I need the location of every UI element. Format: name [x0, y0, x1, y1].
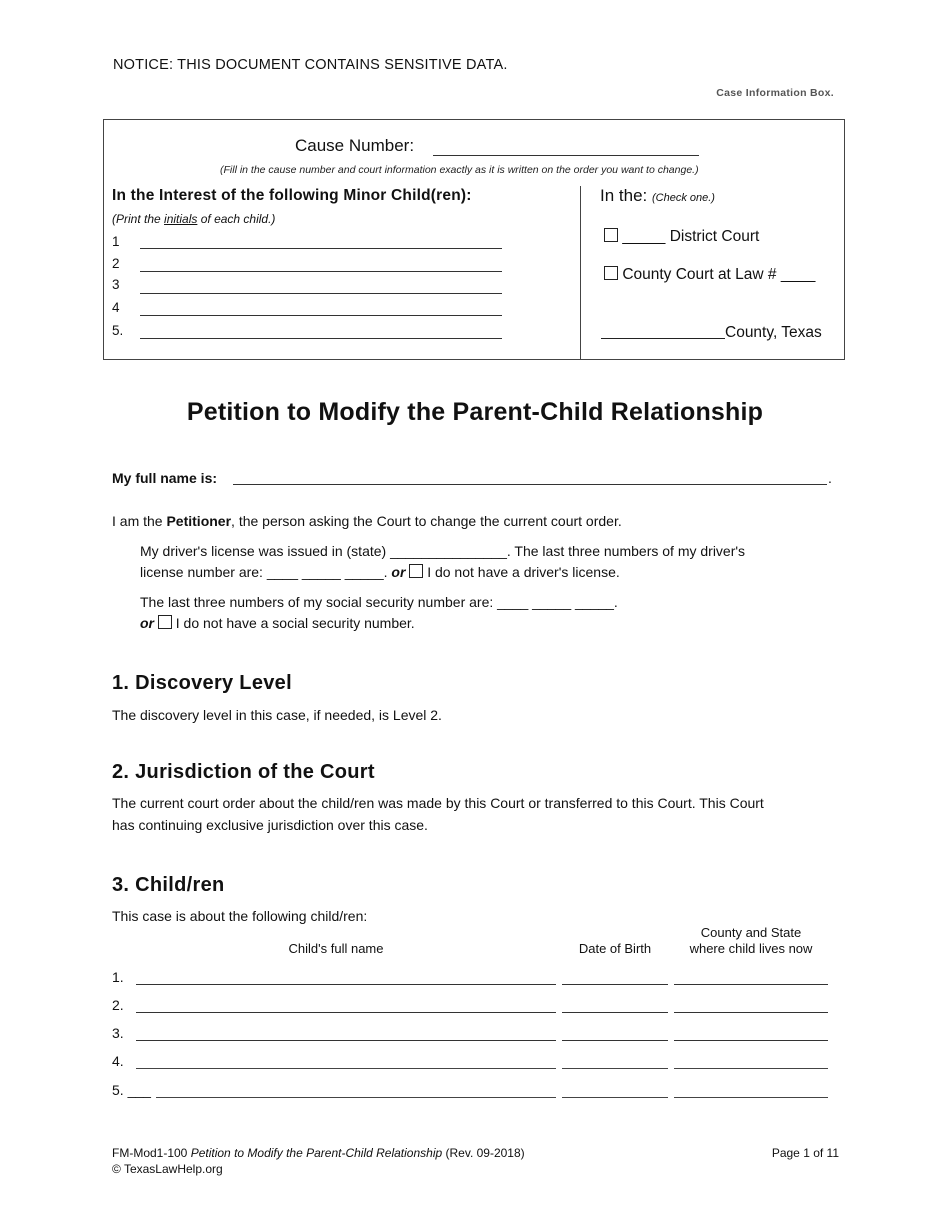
district-court-option [604, 228, 759, 246]
drivers-license-line2 [140, 564, 620, 580]
county-name-field[interactable] [601, 338, 725, 339]
print-initials-note [112, 212, 275, 226]
minor-children-heading: In the Interest of the following Minor Child(ren): [112, 187, 472, 204]
section-1-text: The discovery level in this case, if needed, is Level 2. [112, 707, 442, 723]
full-name-period: . [828, 470, 832, 486]
child-initials-number: 3 [112, 277, 120, 292]
section-3-intro: This case is about the following child/ren: [112, 908, 368, 924]
child-name-field[interactable] [136, 1012, 556, 1013]
no-ssn-checkbox[interactable] [158, 615, 172, 629]
section-2-heading: 2. Jurisdiction of the Court [112, 761, 375, 783]
copyright: © TexasLawHelp.org [112, 1162, 223, 1176]
form-title: Petition to Modify the Parent-Child Relationship [190, 1146, 443, 1160]
in-the-label [600, 186, 715, 206]
child-name-field[interactable] [136, 1040, 556, 1041]
child-dob-field[interactable] [562, 984, 668, 985]
district-court-label: District Court [669, 228, 760, 245]
form-id-line [112, 1146, 525, 1160]
child-name-field[interactable] [136, 984, 556, 985]
col-child-name-header: Child's full name [288, 941, 384, 956]
no-drivers-license-label: I do not have a driver's license. [427, 564, 620, 580]
district-court-checkbox[interactable] [604, 228, 618, 242]
document-title: Petition to Modify the Parent-Child Relationship [186, 398, 764, 426]
intro-post: , the person asking the Court to change the current court order. [231, 513, 622, 529]
child-initials-number: 1 [112, 234, 120, 249]
district-number-blank[interactable]: _____ [622, 228, 666, 245]
child-initials-field[interactable] [140, 271, 502, 272]
check-one-note: (Check one.) [652, 192, 715, 204]
or-text: or [140, 615, 154, 631]
child-dob-field[interactable] [562, 1040, 668, 1041]
form-revision: (Rev. 09-2018) [442, 1146, 525, 1160]
cause-number-field[interactable] [433, 155, 699, 156]
row-5-prefix: ___ [127, 1082, 151, 1098]
child-county-field[interactable] [674, 1012, 828, 1013]
section-2-text-line2: has continuing exclusive jurisdiction over this case. [112, 817, 428, 833]
child-county-field[interactable] [674, 1068, 828, 1069]
drivers-license-line1: My driver's license was issued in (state) _______________. The last three numbers of my driver's [140, 543, 746, 559]
or-text: or [391, 564, 406, 580]
child-row-number: 4. [112, 1053, 124, 1069]
child-initials-field[interactable] [140, 248, 502, 249]
ssn-line[interactable]: The last three numbers of my social security number are: ____ _____ _____. [140, 594, 618, 610]
case-information-label: Case Information Box. [716, 87, 834, 99]
full-name-field[interactable] [233, 484, 827, 485]
child-initials-number: 2 [112, 256, 120, 271]
county-texas-label: County, Texas [725, 324, 822, 341]
full-name-label: My full name is: [112, 470, 218, 486]
col-county-header-line1: County and State [700, 925, 802, 940]
child-dob-field[interactable] [562, 1097, 668, 1098]
form-id: FM-Mod1-100 [112, 1146, 191, 1160]
intro-pre: I am the [112, 513, 167, 529]
case-box-divider [580, 186, 581, 359]
child-initials-field[interactable] [140, 315, 502, 316]
no-ssn-row [140, 615, 415, 631]
no-ssn-label: I do not have a social security number. [175, 615, 415, 631]
case-information-box [103, 119, 845, 360]
child-name-field[interactable] [136, 1068, 556, 1069]
county-texas-row [601, 324, 822, 342]
child-county-field[interactable] [674, 1040, 828, 1041]
cause-number-label: Cause Number: [295, 136, 415, 155]
col-dob-header: Date of Birth [578, 941, 652, 956]
county-court-checkbox[interactable] [604, 266, 618, 280]
child-county-field[interactable] [674, 984, 828, 985]
print-note-prefix: (Print the [112, 212, 165, 226]
col-county-header-line2: where child lives now [689, 941, 813, 956]
child-row-number [112, 1082, 151, 1098]
section-2-text-line1: The current court order about the child/ren was made by this Court or transferred to this Court. This Court [112, 795, 764, 811]
dl-number-blanks[interactable]: license number are: ____ _____ _____. [140, 564, 388, 580]
in-the-text: In the: [600, 186, 648, 205]
petitioner-intro [112, 513, 622, 529]
child-row-number: 2. [112, 997, 124, 1013]
section-3-heading: 3. Child/ren [112, 874, 225, 896]
row-5-number: 5. [112, 1082, 124, 1098]
county-court-number-blank[interactable]: ____ [780, 266, 816, 283]
sensitive-data-notice: NOTICE: THIS DOCUMENT CONTAINS SENSITIVE DATA. [113, 57, 508, 73]
child-initials-number: 4 [112, 300, 120, 315]
child-dob-field[interactable] [562, 1012, 668, 1013]
petitioner-word: Petitioner [166, 513, 232, 529]
child-row-number: 1. [112, 969, 124, 985]
county-court-option [604, 266, 815, 284]
no-drivers-license-checkbox[interactable] [409, 564, 423, 578]
cause-number-note: (Fill in the cause number and court information exactly as it is written on the order you want to change.) [220, 164, 699, 176]
page-number: Page 1 of 11 [771, 1146, 839, 1160]
print-note-suffix: of each child.) [197, 212, 276, 226]
child-initials-field[interactable] [140, 338, 502, 339]
section-1-heading: 1. Discovery Level [112, 672, 292, 694]
child-initials-field[interactable] [140, 293, 502, 294]
child-dob-field[interactable] [562, 1068, 668, 1069]
county-court-label: County Court at Law # [622, 266, 777, 283]
child-row-number: 3. [112, 1025, 124, 1041]
child-county-field[interactable] [674, 1097, 828, 1098]
child-name-field[interactable] [156, 1097, 556, 1098]
print-note-initials: initials [164, 212, 198, 226]
child-initials-number: 5. [112, 323, 124, 338]
